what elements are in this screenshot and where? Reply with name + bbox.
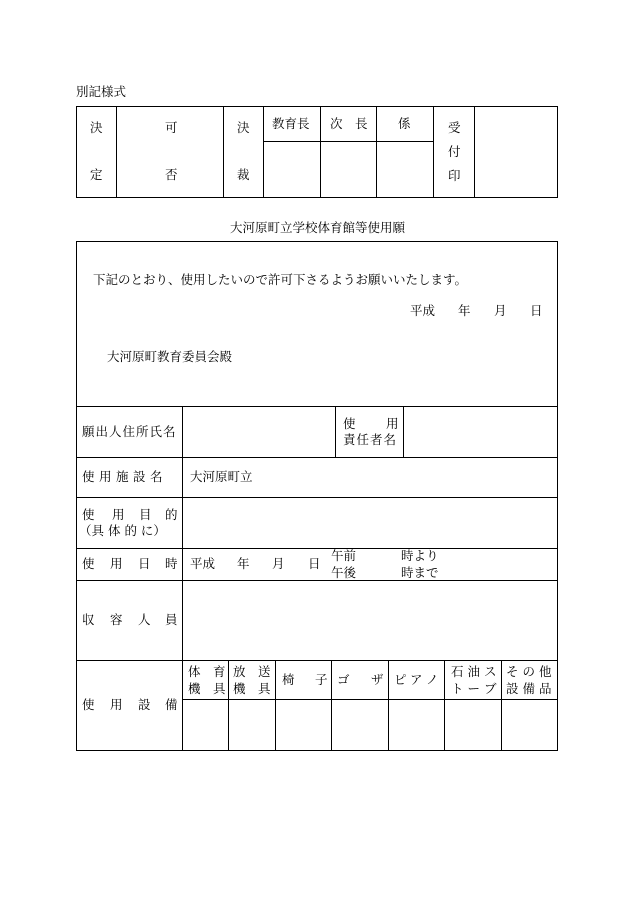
request-date-month: 月: [494, 303, 507, 318]
datetime-label-char-2: 用: [110, 556, 123, 571]
capacity-label-char-4: 員: [165, 612, 178, 627]
purpose-sub-label: （具 体 的 に）: [79, 523, 166, 538]
equip-stove-line1: 石 油 ス: [451, 664, 497, 679]
equip-stove-line2: ト ー ブ: [451, 681, 497, 696]
datetime-heisei: 平成: [190, 556, 216, 571]
equipment-label-char-3: 設: [138, 697, 151, 712]
datetime-month: 月: [272, 556, 285, 571]
equip-piano-char-3: ノ: [426, 672, 439, 687]
uketsuke-char-1: 受: [448, 120, 461, 135]
form-title: 大河原町立学校体育館等使用願: [230, 220, 406, 235]
kettei-char-1: 決: [90, 120, 103, 135]
equip-chair-char-1: 椅: [282, 672, 295, 687]
capacity-label-char-1: 収: [82, 612, 95, 627]
role-jicho: 次 長: [330, 116, 368, 131]
applicant-label: 願出人住所氏名: [82, 424, 177, 439]
datetime-am: 午前: [331, 548, 357, 563]
facility-value: 大河原町立: [190, 469, 253, 484]
equipment-label-char-4: 備: [165, 697, 178, 712]
purpose-label-char-4: 的: [165, 507, 178, 522]
datetime-day: 日: [308, 556, 321, 571]
equip-piano-char-1: ピ: [394, 672, 407, 687]
equip-goza-char-2: ザ: [371, 672, 384, 687]
equip-broadcast-line2: 機 具: [233, 681, 271, 696]
purpose-label-char-3: 目: [139, 507, 152, 522]
equip-gym-line1: 体 育: [188, 664, 226, 679]
addressee: 大河原町教育委員会殿: [107, 349, 233, 364]
equip-other-line1: そ の 他: [506, 664, 552, 679]
facility-label: 使用施設名: [82, 469, 168, 484]
role-kakari: 係: [398, 116, 411, 131]
datetime-pm: 午後: [331, 565, 357, 580]
capacity-label-char-3: 人: [138, 612, 151, 627]
request-statement: 下記のとおり、使用したいので許可下さるようお願いいたします。: [93, 272, 468, 287]
equip-other-line2: 設 備 品: [506, 681, 552, 696]
kessai-char-1: 決: [237, 120, 250, 135]
kessai-char-2: 裁: [237, 167, 250, 182]
purpose-label-char-2: 用: [112, 507, 125, 522]
capacity-label-char-2: 容: [110, 612, 123, 627]
kahi-char-1: 可: [165, 120, 178, 135]
role-kyoikucho: 教育長: [272, 116, 310, 131]
uketsuke-char-2: 付: [448, 144, 461, 159]
form-label: 別記様式: [76, 84, 127, 99]
uketsuke-char-3: 印: [448, 168, 461, 183]
kettei-char-2: 定: [90, 167, 103, 182]
kahi-char-2: 否: [165, 167, 178, 182]
equip-goza-char-1: ゴ: [337, 672, 350, 687]
equip-piano-char-2: ア: [410, 672, 423, 687]
datetime-until: 時まで: [401, 565, 439, 580]
datetime-label-char-4: 時: [165, 556, 178, 571]
request-date-year: 年: [458, 303, 471, 318]
responsible-label-char-1: 使: [343, 416, 356, 431]
responsible-label-char-2: 用: [386, 416, 399, 431]
datetime-label-char-1: 使: [82, 556, 95, 571]
datetime-label-char-3: 日: [138, 556, 151, 571]
datetime-year: 年: [237, 556, 250, 571]
purpose-label-char-1: 使: [82, 507, 95, 522]
equip-broadcast-line1: 放 送: [233, 664, 271, 679]
datetime-from: 時より: [401, 548, 439, 563]
equip-chair-char-2: 子: [315, 672, 328, 687]
equipment-label-char-1: 使: [82, 697, 95, 712]
equipment-label-char-2: 用: [110, 697, 123, 712]
request-date-heisei: 平成: [410, 303, 436, 318]
equip-gym-line2: 機 具: [188, 681, 226, 696]
responsible-label-line2: 責任者名: [343, 432, 398, 447]
request-date-day: 日: [530, 303, 543, 318]
